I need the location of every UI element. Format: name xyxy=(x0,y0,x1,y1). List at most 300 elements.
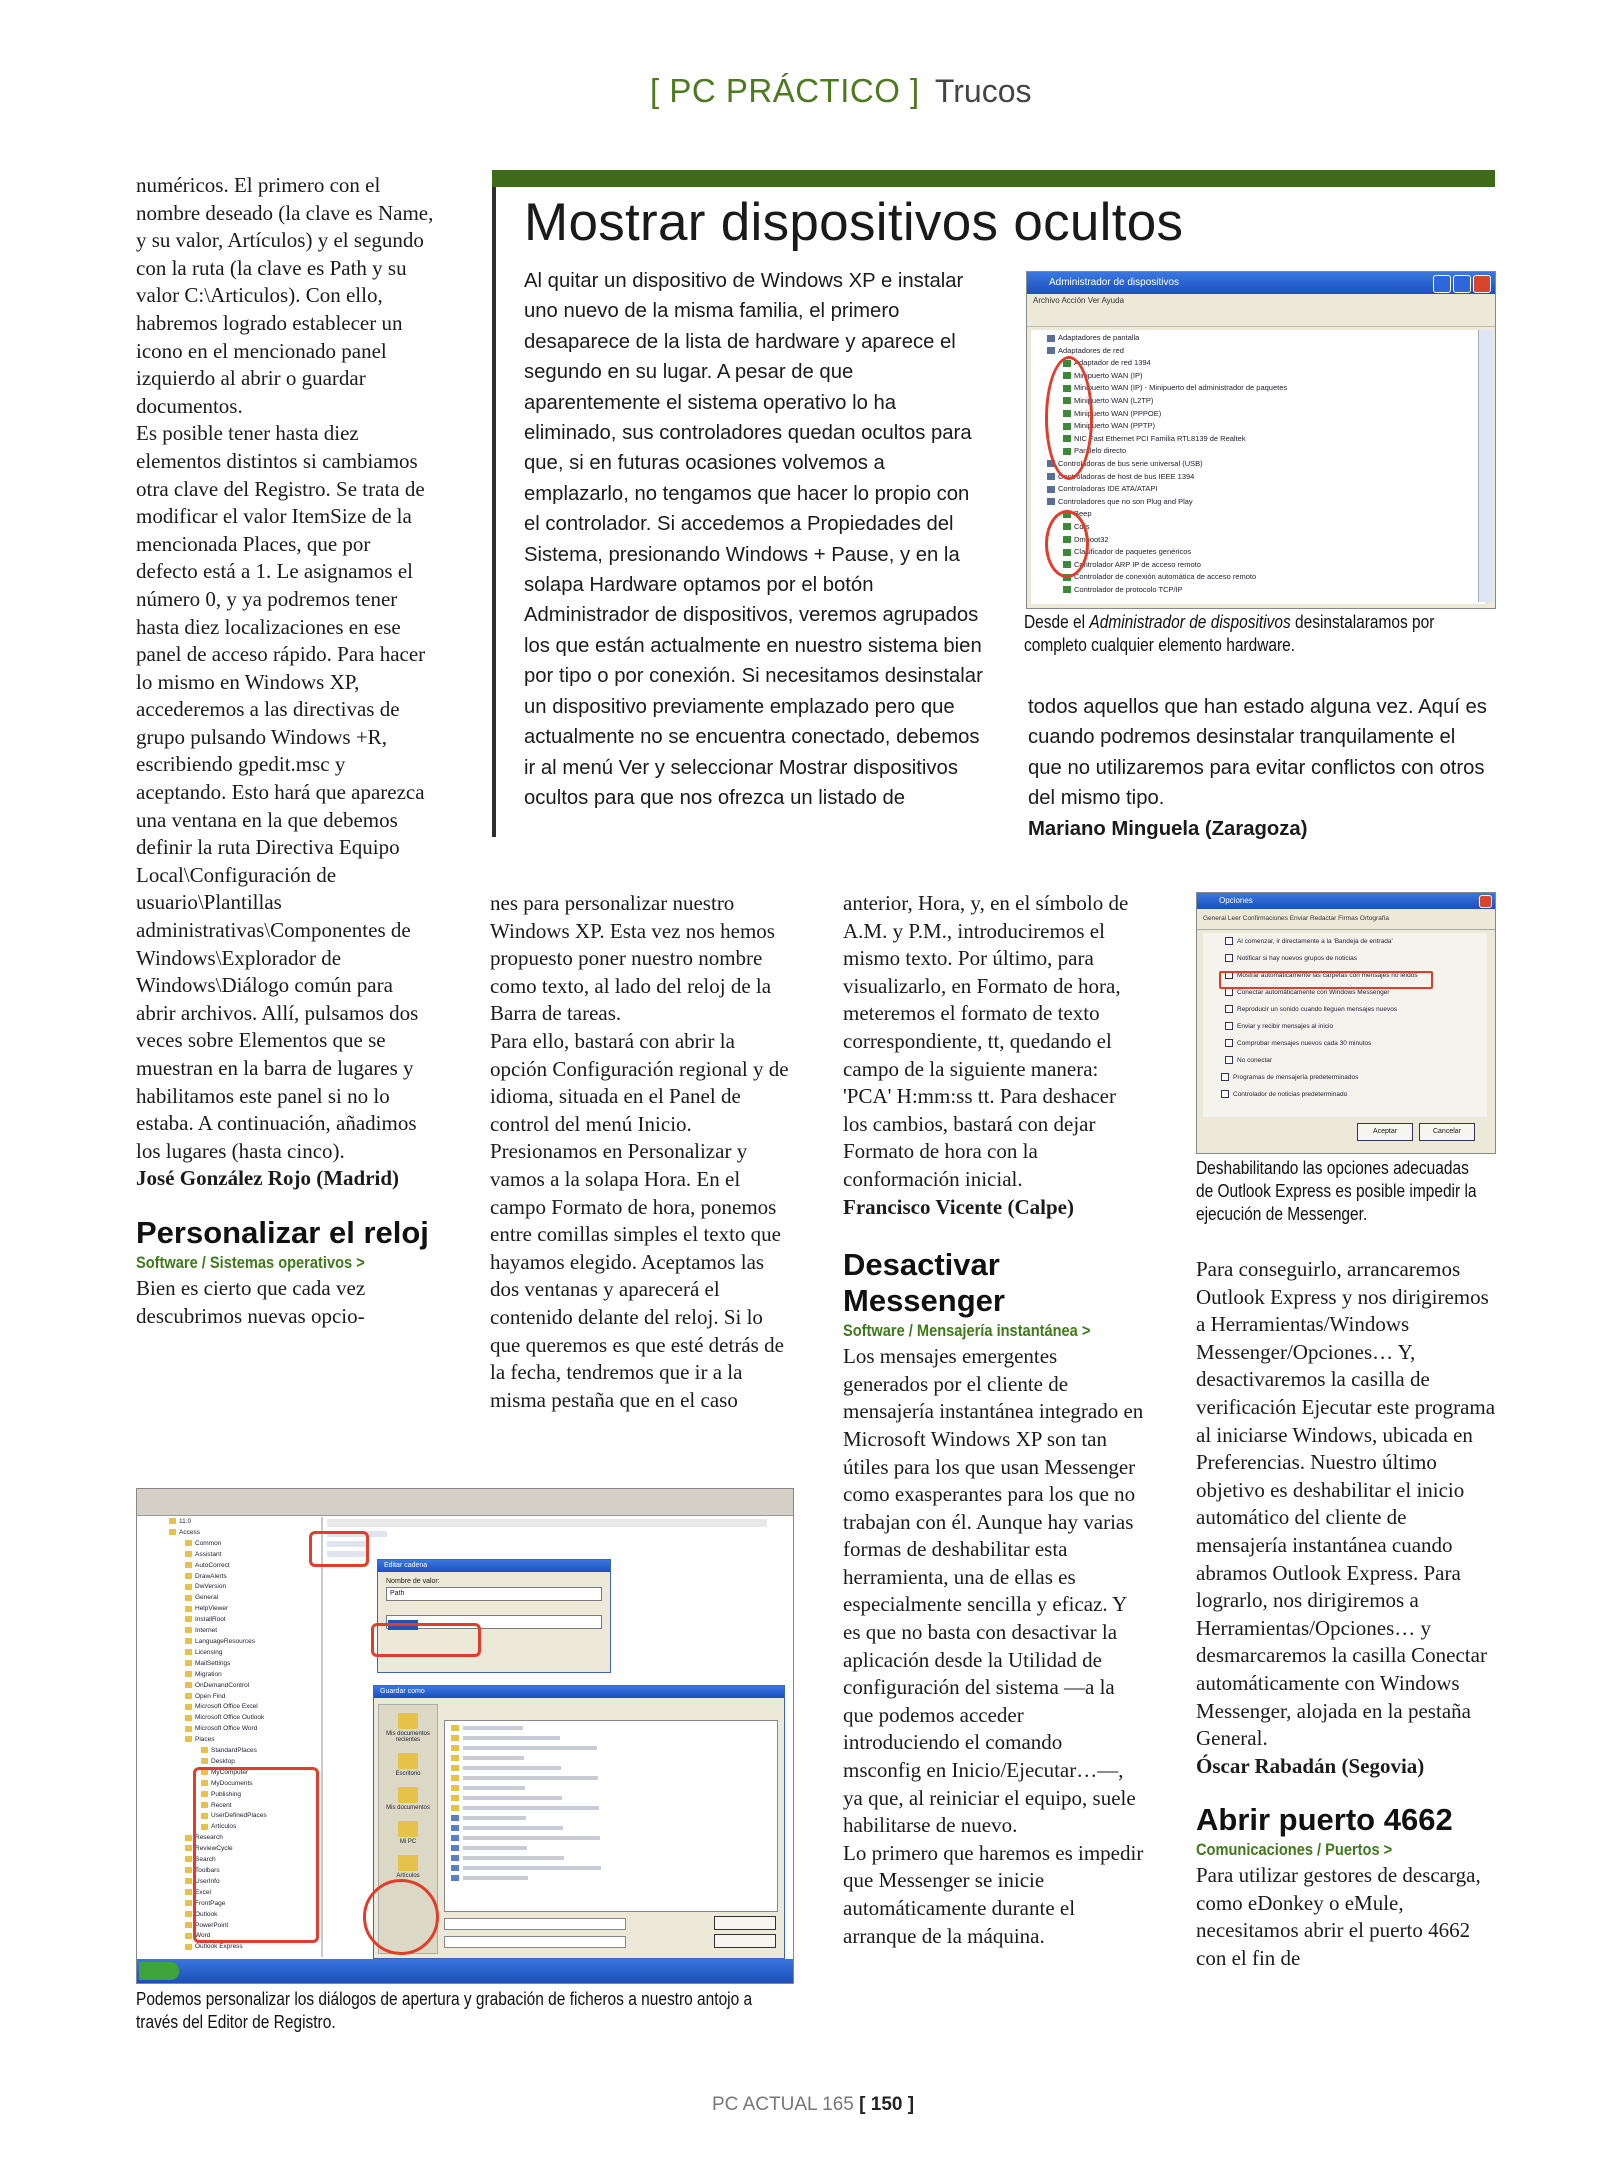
device-icon xyxy=(1047,347,1055,354)
file-row-text xyxy=(463,1826,563,1830)
file-row-text xyxy=(463,1806,599,1810)
options-row-label: Conectar automáticamente con Windows Messenger xyxy=(1237,989,1390,996)
registry-key-label: UserInfo xyxy=(195,1877,220,1885)
cancel-button[interactable]: Cancelar xyxy=(1419,1123,1475,1141)
device-tree-label: Minipuerto WAN (IP) xyxy=(1074,370,1143,380)
device-tree-item[interactable] xyxy=(1037,345,1485,358)
options-row-label: Al comenzar, ir directamente a la 'Bandeja de entrada' xyxy=(1237,938,1393,945)
device-tree-label: Clasificador de paquetes genéricos xyxy=(1074,547,1192,557)
folder-icon xyxy=(398,1787,418,1803)
file-row[interactable] xyxy=(451,1764,771,1771)
device-icon xyxy=(1047,335,1055,342)
device-manager-title: Administrador de dispositivos xyxy=(1049,277,1180,288)
file-row[interactable] xyxy=(451,1784,771,1791)
device-manager-menu[interactable]: Archivo Acción Ver Ayuda xyxy=(1027,294,1495,308)
registry-key-label: Microsoft Office Word xyxy=(195,1725,258,1733)
device-tree-item[interactable] xyxy=(1037,546,1485,559)
featured-left-rule xyxy=(492,187,496,837)
options-tabs[interactable]: General Leer Confirmaciones Enviar Redactar Firmas Ortografía xyxy=(1197,909,1495,930)
document-icon xyxy=(451,1865,459,1871)
registry-key-label: StandardPlaces xyxy=(211,1747,257,1755)
device-icon xyxy=(1047,498,1055,505)
folder-icon xyxy=(398,1753,418,1769)
col2-para2: Para ello, bastará con abrir la opción Configuración regional y de idioma, situada en el Panel de control del menú Inicio. Presionamos en Personalizar y vamos a la solapa Hora. En el campo Formato de hora, ponemos entre comillas simples el texto que hayamos elegido. Aceptamos las dos ventanas y aparecerá el contenido delante del reloj. Si lo que queremos es que esté detrás de la fecha, tendremos que ir a la misma pestaña que en el caso xyxy=(490,1028,789,1412)
regedit-highlight-values xyxy=(309,1531,369,1567)
folder-icon xyxy=(185,1660,192,1666)
registry-key[interactable] xyxy=(145,1604,321,1615)
device-icon xyxy=(1047,473,1055,480)
registry-key-label: LanguageResources xyxy=(195,1637,255,1645)
registry-editor-screenshot xyxy=(136,1488,794,1984)
device-tree-label: Minipuerto WAN (PPPOE) xyxy=(1074,408,1162,418)
folder-icon xyxy=(201,1758,208,1764)
close-icon[interactable] xyxy=(1473,275,1491,293)
registry-key-label: Internet xyxy=(195,1627,218,1635)
caption-suffix: desinstalaramos por completo cualquier elemento hardware. xyxy=(1024,612,1435,655)
device-tree-label: Controlador ARP IP de acceso remoto xyxy=(1074,559,1201,569)
col1-para1: numéricos. El primero con el nombre deseado (la clave es Name, y su valor, Artículos) y el segundo con la ruta (la clave es Path y su valor C:\Articulos). Con ello, habremos logrado establecer un icono en el mencionado panel izquierdo al abrir o guardar documentos. xyxy=(136,173,434,418)
footer-magazine: PC ACTUAL 165 xyxy=(712,2094,854,2115)
registry-key-label: MyComputer xyxy=(211,1768,249,1776)
column-2 xyxy=(490,890,792,1414)
registry-key-label: FrontPage xyxy=(195,1899,226,1907)
registry-key[interactable] xyxy=(145,1659,321,1670)
registry-key[interactable] xyxy=(145,1572,321,1583)
options-row[interactable] xyxy=(1203,950,1487,967)
col4-author: Óscar Rabadán (Segovia) xyxy=(1196,1753,1425,1778)
folder-icon xyxy=(185,1736,192,1742)
value-name-input[interactable]: Path xyxy=(386,1587,602,1601)
file-row[interactable] xyxy=(451,1834,771,1841)
registry-key[interactable] xyxy=(145,1692,321,1703)
registry-key-label: General xyxy=(195,1594,219,1602)
device-icon xyxy=(1047,486,1055,493)
file-row-text xyxy=(463,1756,524,1760)
folder-icon xyxy=(398,1713,418,1729)
folder-icon xyxy=(185,1845,192,1851)
file-list xyxy=(444,1720,778,1912)
checkbox-icon[interactable] xyxy=(1225,1039,1233,1047)
heading-personalizar-reloj: Personalizar el reloj xyxy=(136,1214,429,1250)
registry-key[interactable] xyxy=(145,1517,321,1528)
file-row[interactable] xyxy=(451,1864,771,1871)
save-button[interactable] xyxy=(714,1916,776,1930)
registry-key[interactable] xyxy=(145,1746,321,1757)
options-row[interactable] xyxy=(1203,1001,1487,1018)
folder-icon xyxy=(185,1606,192,1612)
device-tree-label: Cdfs xyxy=(1074,521,1090,531)
col3-para3: Lo primero que haremos es impedir que Messenger se inicie automáticamente durante el arranque de la máquina. xyxy=(843,1840,1144,1948)
folder-icon xyxy=(451,1725,459,1731)
file-row[interactable] xyxy=(451,1844,771,1851)
folder-icon xyxy=(451,1785,459,1791)
document-icon xyxy=(451,1875,459,1881)
folder-icon xyxy=(451,1775,459,1781)
col3-para1: anterior, Hora, y, en el símbolo de A.M. y P.M., introduciremos el mismo texto. Por último, para visualizarlo, en Formato de hora, meteremos el formato de texto correspondiente, tt, quedando el campo de la siguiente manera: 'PCA' H:mm:ss tt. Para deshacer los cambios, bastará con dejar Formato de hora con la conformación inicial. xyxy=(843,891,1129,1191)
options-panel xyxy=(1203,933,1487,1117)
caption-em: Administrador de dispositivos xyxy=(1089,612,1291,632)
registry-key[interactable] xyxy=(145,1670,321,1681)
footer-page-number: [ 150 ] xyxy=(859,2094,915,2115)
category-sistemas-operativos[interactable]: Software / Sistemas operativos > xyxy=(136,1252,365,1272)
folder-icon xyxy=(451,1735,459,1741)
registry-key-label: Open Find xyxy=(195,1692,226,1700)
dialog-cancel-button[interactable] xyxy=(714,1934,776,1948)
save-as-titlebar: Guardar como xyxy=(374,1686,784,1698)
folder-icon xyxy=(185,1584,192,1590)
regedit-splitter[interactable] xyxy=(321,1517,323,1957)
checkbox-icon[interactable] xyxy=(1225,1022,1233,1030)
registry-key-label: Outlook Express xyxy=(195,1943,243,1951)
registry-key-label: Access xyxy=(179,1528,200,1536)
registry-key-label: ReviewCycle xyxy=(195,1845,233,1853)
folder-icon xyxy=(398,1855,418,1871)
edit-string-label: Nombre de valor: xyxy=(386,1578,440,1585)
registry-key-label: Toolbars xyxy=(195,1867,220,1874)
registry-key-label: Research xyxy=(195,1834,223,1842)
featured-author: Mariano Minguela (Zaragoza) xyxy=(1028,817,1308,840)
heading-desactivar-messenger: Desactivar Messenger xyxy=(843,1247,1005,1319)
places-item[interactable] xyxy=(381,1855,435,1879)
device-tree-item[interactable] xyxy=(1037,571,1485,584)
device-manager-screenshot xyxy=(1026,271,1496,609)
registry-key-label: Licensing xyxy=(195,1648,223,1656)
file-row[interactable] xyxy=(451,1794,771,1801)
registry-key[interactable] xyxy=(145,1550,321,1561)
file-row-text xyxy=(463,1726,523,1730)
registry-key[interactable] xyxy=(145,1702,321,1713)
places-highlight-oval xyxy=(363,1879,439,1955)
regedit-toolbar xyxy=(137,1489,793,1516)
checkbox-icon[interactable] xyxy=(1225,937,1233,945)
folder-icon xyxy=(185,1856,192,1862)
places-item-label: Mis documentos xyxy=(386,1805,430,1811)
document-icon xyxy=(451,1825,459,1831)
category-mensajeria[interactable]: Software / Mensajería instantánea > xyxy=(843,1321,1091,1341)
registry-key[interactable] xyxy=(145,1626,321,1637)
places-item[interactable] xyxy=(381,1713,435,1743)
device-tree-item[interactable] xyxy=(1037,445,1485,458)
highlight-oval-red xyxy=(1045,356,1093,480)
col3-author: Francisco Vicente (Calpe) xyxy=(843,1194,1074,1219)
col3-para2: Los mensajes emergentes generados por el cliente de mensajería instantánea integrado en Microsoft Windows XP son tan útiles para los que usan Messenger como exasperantes para los que no trabajan con él. Aunque hay varias formas de deshabilitar esta herramienta, una de ellas es especialmente sencilla y eficaz. Y es que no basta con desactivar la aplicación desde la Utilidad de configuración del sistema —a la que podemos acceder introduciendo el comando msconfig en Inicio/Ejecutar…—, ya que, al reiniciar el equipo, suele habilitarse de nuevo. xyxy=(843,1344,1144,1838)
featured-body: Al quitar un dispositivo de Windows XP e instalar uno nuevo de la misma familia, el primero desaparece de la lista de hardware y aparece el segundo en su lugar. A pesar de que aparentemente el sistema operativo lo ha eliminado, sus controladores quedan ocultos para que, si en futuras ocasiones volvemos a emplazarlo, no tengamos que hacer lo propio con el controlador. Si accedemos a Propiedades del Sistema, presionando Windows + Pause, y en la solapa Hardware optamos por el botón Administrador de dispositivos, veremos agrupados los que están actualmente en nuestro sistema bien por tipo o por conexión. Si necesitamos desinstalar un dispositivo previamente emplazado pero que actualmente no se encuentra conectado, debemos ir al menú Ver y seleccionar Mostrar dispositivos ocultos para que nos ofrezca un listado de xyxy=(524,270,983,809)
device-tree-item[interactable] xyxy=(1037,433,1485,446)
registry-key-label: Search xyxy=(195,1856,216,1864)
registry-key-label: Outlook xyxy=(195,1910,218,1918)
registry-key[interactable] xyxy=(145,1713,321,1724)
folder-icon xyxy=(451,1745,459,1751)
registry-key-label: Desktop xyxy=(211,1757,235,1765)
file-row-text xyxy=(463,1856,564,1860)
registry-key[interactable] xyxy=(145,1735,321,1746)
folder-icon xyxy=(185,1616,192,1622)
file-row[interactable] xyxy=(451,1754,771,1761)
folder-icon xyxy=(185,1715,192,1721)
device-tree-label: Beep xyxy=(1074,509,1092,519)
places-item-label: Mi PC xyxy=(399,1839,417,1845)
document-icon xyxy=(451,1855,459,1861)
options-highlight xyxy=(1219,971,1433,989)
accept-button[interactable]: Aceptar xyxy=(1357,1123,1413,1141)
folder-icon xyxy=(185,1540,192,1546)
document-icon xyxy=(451,1845,459,1851)
options-row-label: No conectar xyxy=(1237,1057,1273,1064)
options-row[interactable] xyxy=(1203,1052,1487,1069)
col1-para2: Es posible tener hasta diez elementos distintos si cambiamos otra clave del Registro. Se trata de modificar el valor ItemSize de la mencionada Places, que por defecto está a 1. Le asignamos el número 0, y ya podremos tener hasta diez localizaciones en ese panel de acceso rápido. Para hacer lo mismo en Windows XP, accederemos a las directivas de grupo pulsando Windows +R, escribiendo gpedit.msc y aceptando. Esto hará que aparezca una ventana en la que debemos definir la ruta Directiva Equipo Local\Configuración de usuario\Plantillas administrativas\Componentes de Windows\Explorador de Windows\Diálogo común para abrir archivos. Allí, pulsamos dos veces sobre Elementos que se muestran en la barra de lugares y habilitamos este panel si no lo estaba. A continuación, añadimos los lugares (hasta cinco). xyxy=(136,421,426,1163)
places-item[interactable] xyxy=(381,1821,435,1845)
device-tree-item[interactable] xyxy=(1037,332,1485,345)
device-tree-item[interactable] xyxy=(1037,370,1485,383)
file-row-text xyxy=(463,1846,527,1850)
registry-key[interactable] xyxy=(145,1615,321,1626)
file-row-text xyxy=(463,1776,598,1780)
featured-title: Mostrar dispositivos ocultos xyxy=(524,193,1184,252)
checkbox-icon[interactable] xyxy=(1225,954,1233,962)
registry-key[interactable] xyxy=(145,1528,321,1539)
options-row[interactable] xyxy=(1203,933,1487,950)
file-row[interactable] xyxy=(451,1724,771,1731)
windows-taskbar xyxy=(137,1959,793,1983)
file-row[interactable] xyxy=(451,1804,771,1811)
folder-icon xyxy=(185,1900,192,1906)
folder-icon xyxy=(185,1693,192,1699)
options-row[interactable] xyxy=(1203,1018,1487,1035)
registry-key[interactable] xyxy=(145,1582,321,1593)
options-row[interactable] xyxy=(1203,1086,1487,1103)
folder-icon xyxy=(185,1704,192,1710)
checkbox-icon[interactable] xyxy=(1225,988,1233,996)
checkbox-icon[interactable] xyxy=(1225,1056,1233,1064)
registry-key-label: Excel xyxy=(195,1888,211,1896)
options-row-label: Reproducir un sonido cuando lleguen mensajes nuevos xyxy=(1237,1006,1398,1013)
column-1 xyxy=(136,172,436,1330)
file-type-select[interactable] xyxy=(444,1936,626,1948)
featured-top-bar xyxy=(492,170,1495,187)
folder-icon xyxy=(185,1922,192,1928)
device-manager-titlebar xyxy=(1027,272,1495,294)
file-row-text xyxy=(463,1816,526,1820)
registry-key-label: OnDemandControl xyxy=(195,1681,250,1689)
device-tree-item[interactable] xyxy=(1037,382,1485,395)
maximize-icon[interactable] xyxy=(1453,275,1471,293)
folder-icon xyxy=(169,1518,176,1524)
document-icon xyxy=(451,1835,459,1841)
file-row[interactable] xyxy=(451,1774,771,1781)
checkbox-icon[interactable] xyxy=(1221,1073,1229,1081)
registry-key[interactable] xyxy=(145,1942,321,1953)
registry-key[interactable] xyxy=(145,1681,321,1692)
file-row-text xyxy=(463,1766,561,1770)
device-tree xyxy=(1031,330,1485,604)
highlight-oval-red-2 xyxy=(1045,510,1089,578)
checkbox-icon[interactable] xyxy=(1225,1005,1233,1013)
options-row-label: Mostrar automáticamente las carpetas con mensajes no leídos xyxy=(1237,972,1418,979)
device-tree-item[interactable] xyxy=(1037,395,1485,408)
registry-key-label: Recent xyxy=(211,1801,232,1809)
folder-icon xyxy=(185,1911,192,1917)
folder-icon xyxy=(185,1867,192,1873)
section-header xyxy=(650,72,1031,110)
registry-key[interactable] xyxy=(145,1539,321,1550)
device-tree-item[interactable] xyxy=(1037,458,1485,471)
file-row[interactable] xyxy=(451,1734,771,1741)
file-row[interactable] xyxy=(451,1744,771,1751)
registry-key-label: MyDocuments xyxy=(211,1779,253,1787)
folder-icon xyxy=(185,1671,192,1677)
registry-key[interactable] xyxy=(145,1637,321,1648)
options-row[interactable] xyxy=(1203,1035,1487,1052)
minimize-icon[interactable] xyxy=(1433,275,1451,293)
device-tree-item[interactable] xyxy=(1037,534,1485,547)
places-item[interactable] xyxy=(381,1787,435,1811)
device-tree-item[interactable] xyxy=(1037,483,1485,496)
registry-key-label: Microsoft Office Excel xyxy=(195,1703,258,1711)
device-tree-label: Adaptadores de pantalla xyxy=(1058,333,1140,342)
places-item[interactable] xyxy=(381,1753,435,1777)
file-name-input[interactable] xyxy=(444,1918,626,1930)
device-tree-item[interactable] xyxy=(1037,496,1485,509)
col4-para2: Para utilizar gestores de descarga, como eDonkey o eMule, necesitamos abrir el puerto 4662 con el fin de xyxy=(1196,1863,1481,1971)
folder-icon xyxy=(185,1638,192,1644)
folder-icon xyxy=(185,1682,192,1688)
device-tree-item[interactable] xyxy=(1037,508,1485,521)
file-row[interactable] xyxy=(451,1854,771,1861)
device-tree-item[interactable] xyxy=(1037,584,1485,597)
featured-body-right-text: todos aquellos que han estado alguna vez. Aquí es cuando podremos desinstalar tranquilamente el que no utilizaremos para evitar conflictos con otros del mismo tipo. xyxy=(1028,696,1487,810)
folder-icon xyxy=(185,1573,192,1579)
device-manager-caption xyxy=(1024,611,1488,657)
registry-key-label: Migration xyxy=(195,1670,222,1678)
column-4 xyxy=(1196,1256,1496,1973)
device-tree-item[interactable] xyxy=(1037,408,1485,421)
options-buttons xyxy=(1357,1123,1475,1141)
device-tree-label: Minipuerto WAN (IP) - Minipuerto del administrador de paquetes xyxy=(1074,383,1288,393)
edit-string-titlebar: Editar cadena xyxy=(378,1560,610,1572)
places-item-label: Escritorio xyxy=(395,1771,421,1777)
file-row[interactable] xyxy=(451,1824,771,1831)
file-row[interactable] xyxy=(451,1874,771,1881)
registry-key-label: InstallRoot xyxy=(195,1616,226,1624)
folder-icon xyxy=(169,1529,176,1535)
registry-key[interactable] xyxy=(145,1648,321,1659)
device-tree-scrollbar[interactable] xyxy=(1478,330,1493,602)
device-tree-item[interactable] xyxy=(1037,559,1485,572)
registry-key-label: Microsoft Office Outlook xyxy=(195,1714,265,1722)
folder-icon xyxy=(451,1795,459,1801)
device-tree-item[interactable] xyxy=(1037,471,1485,484)
folder-icon xyxy=(185,1649,192,1655)
device-tree-label: Controladoras de host de bus IEEE 1394 xyxy=(1058,471,1195,481)
col1-para3: Bien es cierto que cada vez descubrimos nuevas opcio- xyxy=(136,1275,366,1328)
heading-abrir-puerto: Abrir puerto 4662 xyxy=(1196,1802,1453,1838)
folder-icon xyxy=(451,1755,459,1761)
device-tree-label: Minipuerto WAN (PPTP) xyxy=(1074,421,1155,431)
folder-icon xyxy=(185,1835,192,1841)
options-title: Opciones xyxy=(1219,896,1253,905)
file-row-text xyxy=(463,1876,528,1880)
registry-key[interactable] xyxy=(145,1561,321,1572)
folder-icon xyxy=(185,1933,192,1939)
device-tree-label: Controlador de conexión automática de acceso remoto xyxy=(1074,572,1257,582)
folder-icon xyxy=(398,1821,418,1837)
folder-icon xyxy=(185,1944,192,1950)
options-row[interactable] xyxy=(1203,1069,1487,1086)
file-row[interactable] xyxy=(451,1814,771,1821)
places-item-label: Mis documentos recientes xyxy=(386,1731,430,1743)
registry-key-label: MailSettings xyxy=(195,1659,231,1667)
registry-key[interactable] xyxy=(145,1724,321,1735)
registry-key-label: DwVersion xyxy=(195,1583,227,1591)
document-icon xyxy=(451,1815,459,1821)
registry-key-label: Artículos xyxy=(211,1823,237,1831)
device-tree-label: Controlador de protocolo TCP/IP xyxy=(1074,584,1183,594)
section-label: [ PC PRÁCTICO ] xyxy=(650,72,920,109)
folder-icon xyxy=(185,1889,192,1895)
file-row-text xyxy=(463,1746,597,1750)
device-tree-label: Controladoras de bus serie universal (USB) xyxy=(1058,458,1203,468)
category-comunicaciones[interactable]: Comunicaciones / Puertos > xyxy=(1196,1840,1393,1860)
start-button[interactable] xyxy=(139,1962,179,1980)
registry-key-label: Word xyxy=(195,1932,211,1940)
file-row-text xyxy=(463,1866,601,1870)
folder-icon xyxy=(185,1551,192,1557)
featured-body-right xyxy=(1028,692,1494,844)
page-footer xyxy=(712,2094,914,2116)
device-tree-item[interactable] xyxy=(1037,521,1485,534)
folder-icon xyxy=(185,1562,192,1568)
options-close-icon[interactable] xyxy=(1479,895,1492,908)
file-row-text xyxy=(463,1786,525,1790)
folder-icon xyxy=(201,1747,208,1753)
regedit-highlight-data xyxy=(371,1623,481,1657)
device-manager-toolbar xyxy=(1027,308,1495,327)
caption-prefix: Desde el xyxy=(1024,612,1090,632)
device-tree-label: Adaptadores de red xyxy=(1058,345,1124,355)
registry-key-label: Common xyxy=(195,1539,222,1547)
column-3 xyxy=(843,890,1145,1950)
registry-key-label: 11.0 xyxy=(179,1518,192,1525)
registry-key-label: Publishing xyxy=(211,1790,241,1798)
device-tree-label: Controladores que no son Plug and Play xyxy=(1058,496,1193,506)
regedit-highlight-tree xyxy=(193,1767,319,1943)
col1-author: José González Rojo (Madrid) xyxy=(136,1166,400,1191)
folder-icon xyxy=(451,1765,459,1771)
subsection-label: Trucos xyxy=(934,73,1032,109)
registry-key[interactable] xyxy=(145,1593,321,1604)
device-icon xyxy=(1063,586,1071,593)
device-tree-label: Minipuerto WAN (L2TP) xyxy=(1074,395,1154,405)
registry-key-label: PowerPoint xyxy=(195,1921,229,1929)
folder-icon xyxy=(185,1726,192,1732)
device-tree-label: NIC Fast Ethernet PCI Familia RTL8139 de Realtek xyxy=(1074,433,1246,443)
device-tree-item[interactable] xyxy=(1037,420,1485,433)
options-caption: Deshabilitando las opciones adecuadas de Outlook Express es posible impedir la ejecución de Messenger. xyxy=(1196,1158,1477,1224)
registry-caption: Podemos personalizar los diálogos de apertura y grabación de ficheros a nuestro antojo a través del Editor de Registro. xyxy=(136,1989,753,2032)
options-row-label: Controlador de noticias predeterminado xyxy=(1233,1091,1348,1098)
registry-key-label: Assistant xyxy=(195,1550,222,1558)
registry-key-label: AutoCorrect xyxy=(195,1561,230,1569)
folder-icon xyxy=(185,1627,192,1633)
options-row-label: Programas de mensajería predeterminados xyxy=(1233,1074,1359,1081)
device-tree-item[interactable] xyxy=(1037,357,1485,370)
file-row-text xyxy=(463,1736,560,1740)
device-tree-label: Paralelo directo xyxy=(1074,446,1127,456)
places-item-label: Artículos xyxy=(396,1873,420,1879)
checkbox-icon[interactable] xyxy=(1221,1090,1229,1098)
options-titlebar xyxy=(1197,893,1495,909)
registry-key-label: DrawAlerts xyxy=(195,1572,227,1580)
